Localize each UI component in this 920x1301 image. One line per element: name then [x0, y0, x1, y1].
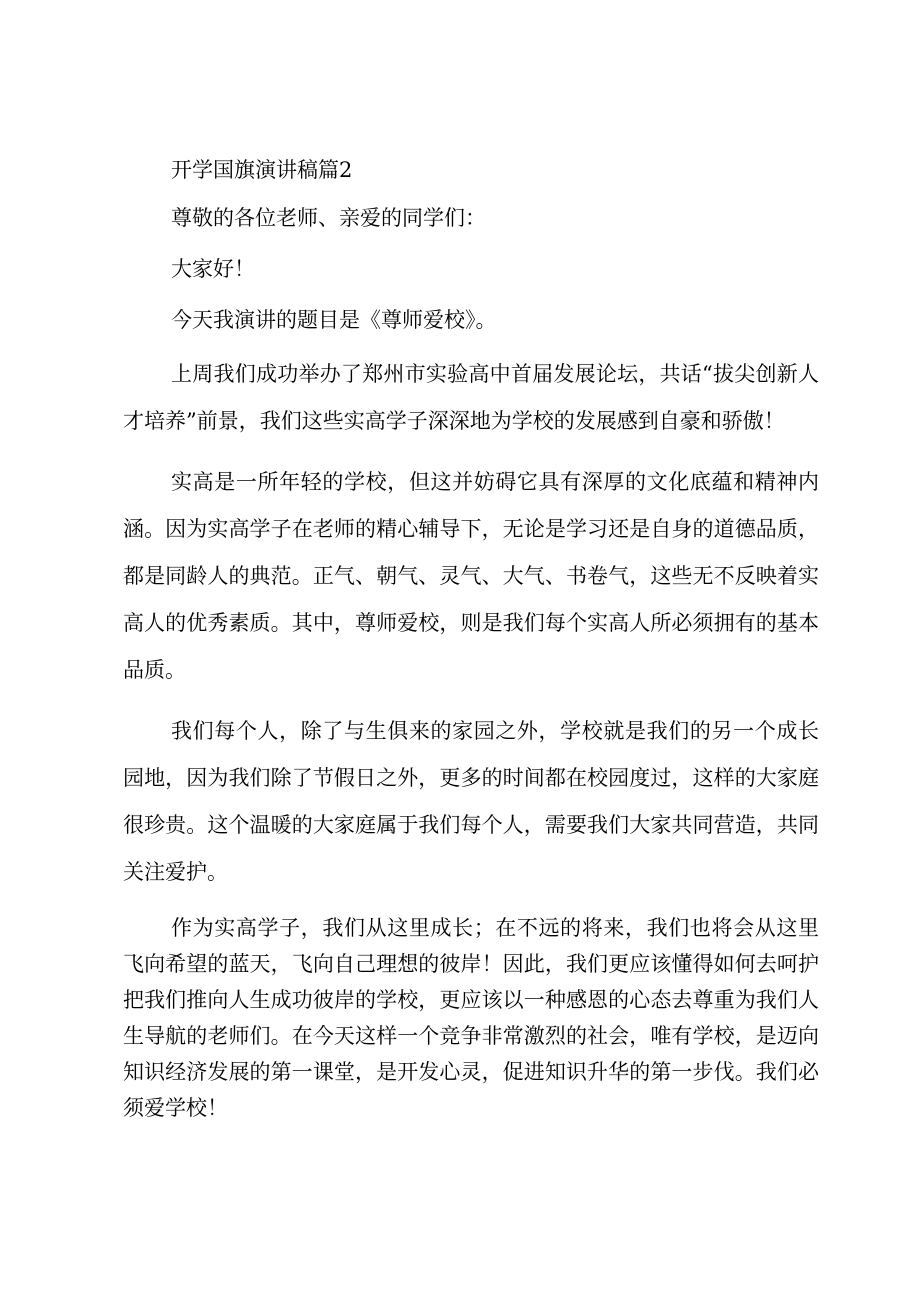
- greeting: 大家好！: [171, 257, 255, 281]
- speech-topic: 今天我演讲的题目是《尊师爱校》。: [171, 308, 497, 332]
- salutation: 尊敬的各位老师、亲爱的同学们：: [171, 206, 486, 230]
- paragraph-school-culture: 实高是一所年轻的学校，但这并妨碍它具有深厚的文化底蕴和精神内涵。因为实高学子在老师的精心辅导下，无论是学习还是自身的道德品质，都是同龄人的典范。正气、朝气、灵气、大气、书卷气，这些无不反映着实高人的优秀素质。其中，尊师爱校，则是我们每个实高人所必须拥有的基本品质。: [123, 470, 819, 682]
- document-title: 开学国旗演讲稿篇2: [171, 158, 353, 182]
- paragraph-school-home: 我们每个人，除了与生俱来的家园之外，学校就是我们的另一个成长园地，因为我们除了节假日之外，更多的时间都在校园度过，这样的大家庭很珍贵。这个温暖的大家庭属于我们每个人，需要我们大家共同营造，共同关注爱护。: [123, 719, 819, 884]
- paragraph-forum: 上周我们成功举办了郑州市实验高中首届发展论坛，共话“拔尖创新人才培养”前景，我们这些实高学子深深地为学校的发展感到自豪和骄傲！: [123, 362, 819, 433]
- document-page: [123, 153, 819, 1126]
- paragraph-love-school: 作为实高学子，我们从这里成长；在不远的将来，我们也将会从这里飞向希望的蓝天，飞向自己理想的彼岸！因此，我们更应该懂得如何去呵护把我们推向人生成功彼岸的学校，更应该以一种感恩的心态去尊重为我们人生导航的老师们。在今天这样一个竞争非常激烈的社会，唯有学校，是迈向知识经济发展的第一课堂，是开发心灵，促进知识升华的第一步伐。我们必须爱学校！: [123, 916, 819, 1120]
